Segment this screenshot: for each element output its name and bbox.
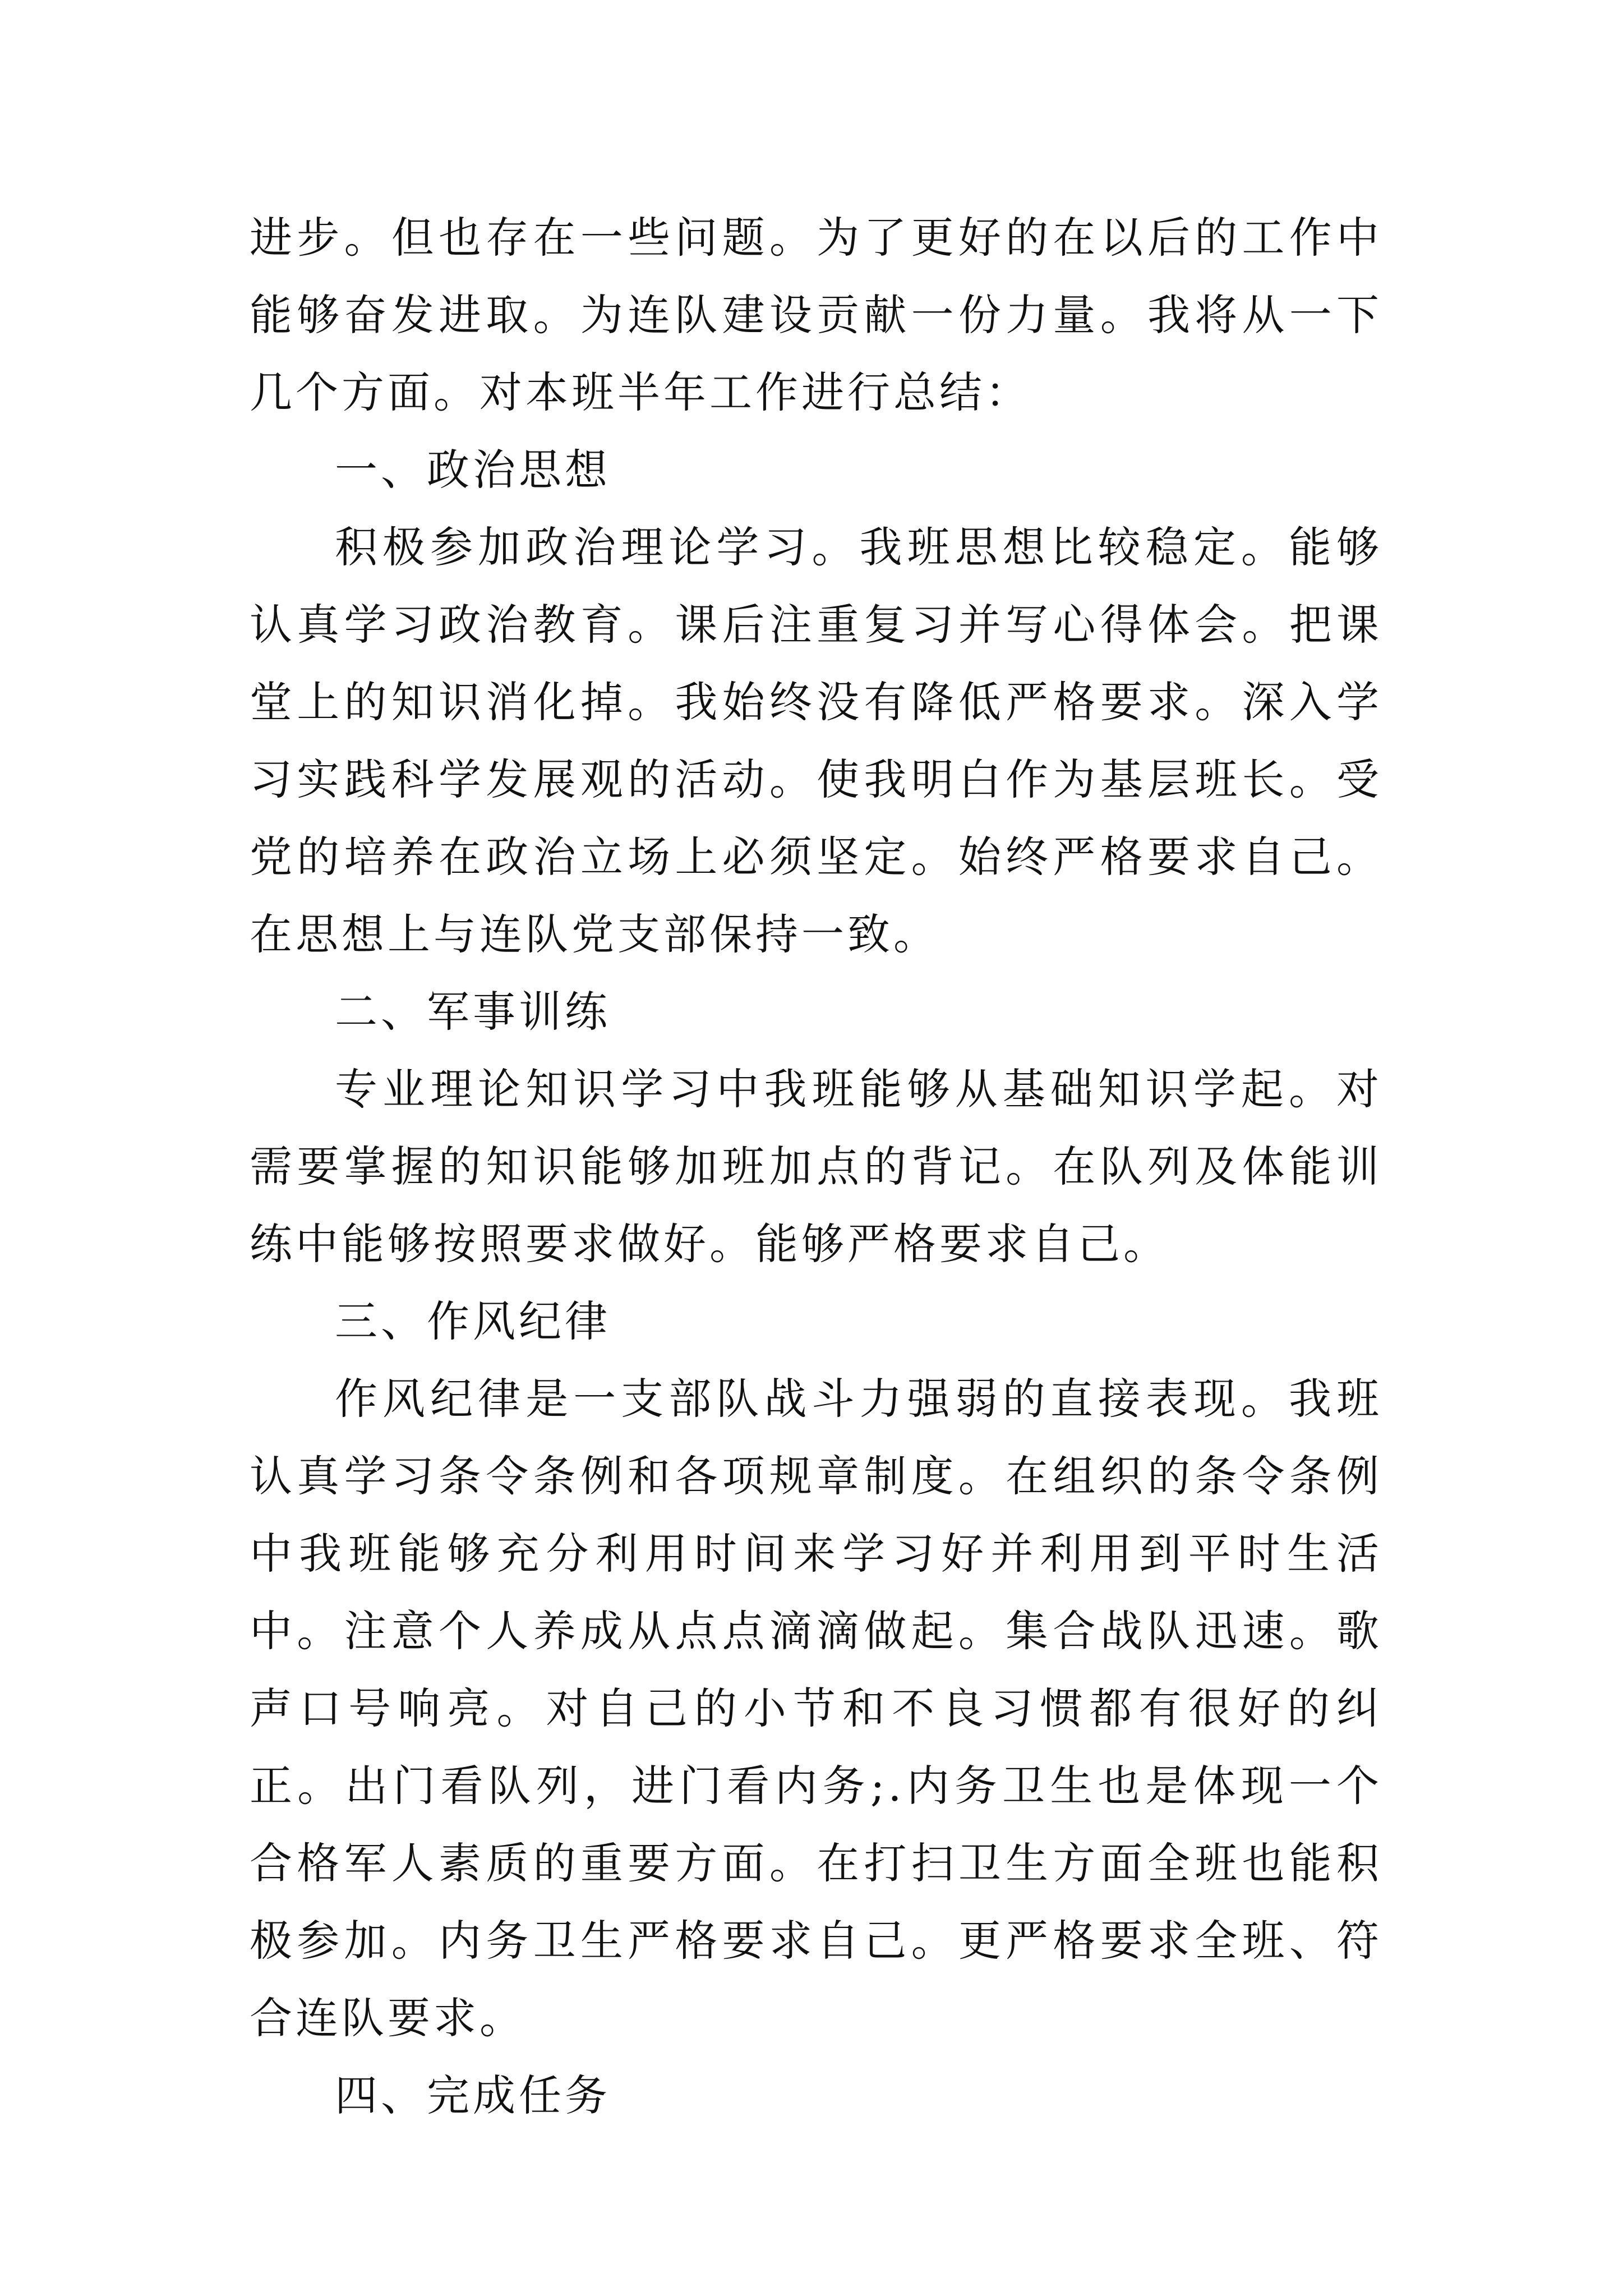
document-body <box>250 199 1382 2134</box>
paragraph-discipline: 作风纪律是一支部队战斗力强弱的直接表现。我班认真学习条令条例和各项规章制度。在组织的条令条例中我班能够充分利用时间来学习好并利用到平时生活中。注意个人养成从点点滴滴做起。集合战队迅速。歌声口号响亮。对自己的小节和不良习惯都有很好的纠正。出门看队列，进门看内务;.内务卫生也是体现一个合格军人素质的重要方面。在打扫卫生方面全班也能积极参加。内务卫生严格要求自己。更严格要求全班、符合连队要求。 <box>250 1374 1382 2043</box>
section-heading-political-thought: 一、政治思想 <box>335 445 611 495</box>
paragraph-military-training: 专业理论知识学习中我班能够从基础知识学起。对需要掌握的知识能够加班加点的背记。在队列及体能训练中能够按照要求做好。能够严格要求自己。 <box>250 1064 1382 1269</box>
paragraph-intro: 进步。但也存在一些问题。为了更好的在以后的工作中能够奋发进取。为连队建设贡献一份力量。我将从一下几个方面。对本班半年工作进行总结： <box>250 213 1382 417</box>
paragraph-political-thought: 积极参加政治理论学习。我班思想比较稳定。能够认真学习政治教育。课后注重复习并写心得体会。把课堂上的知识消化掉。我始终没有降低严格要求。深入学习实践科学发展观的活动。使我明白作为基层班长。受党的培养在政治立场上必须坚定。始终严格要求自己。在思想上与连队党支部保持一致。 <box>250 522 1382 959</box>
section-heading-discipline: 三、作风纪律 <box>335 1296 611 1346</box>
section-heading-task-completion: 四、完成任务 <box>335 2070 611 2120</box>
section-heading-military-training: 二、军事训练 <box>335 987 611 1037</box>
